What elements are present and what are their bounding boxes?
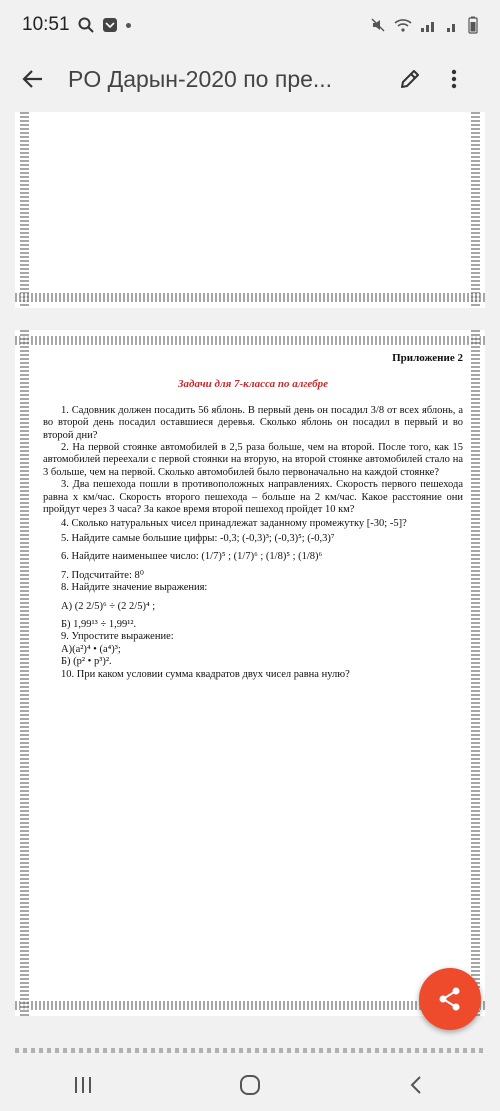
problem-8b: Б) 1,99¹³ ÷ 1,99¹². [61,618,137,630]
chevron-left-icon [406,1074,428,1096]
recent-apps-icon [72,1074,94,1096]
battery-icon [468,16,478,34]
back-button[interactable] [16,62,50,96]
problem-7: 7. Подсчитайте: 8⁰ [61,569,144,581]
recent-apps-button[interactable] [53,1065,113,1105]
search-icon [78,17,94,33]
page-border-bottom [15,293,485,302]
document-page [15,330,485,1016]
page-border-top [15,336,485,345]
signal-icon-2 [446,17,460,33]
problem-3: 3. Два пешехода пошли в противоположных направлениях. Скорость первого пешехода равна х км/час. Скорость второго пешехода – больше на 2 км/час. Какое расстояние они пройдут через 3 часа? За какое время второй пешеход пройдет 10 км? [43,479,463,516]
document-heading: Задачи для 7-класса по алгебре [177,378,329,391]
problem-8a: А) (2 2/5)⁶ ÷ (2 2/5)⁴ ; [61,600,156,612]
appendix-label: Приложение 2 [392,352,463,364]
more-vert-icon [442,67,466,91]
wifi-icon [394,17,412,33]
problem-8: 8. Найдите значение выражения: [61,582,208,594]
status-time: 10:51 [22,14,70,35]
back-nav-button[interactable] [387,1065,447,1105]
problem-1: 1. Садовник должен посадить 56 яблонь. В первый день он посадил 3/8 от всех яблонь, а во второй день посадил оставшиеся деревья. Сколько яблонь он посадил в первый и во второй дни? [43,404,463,441]
next-page-fragment [15,1048,485,1053]
document-title: PO Дарын-2020 по пре... [68,65,333,92]
signal-icon [420,17,438,33]
page-border-left [20,330,29,1016]
dot-icon [126,23,131,28]
problem-5: 5. Найдите самые большие цифры: -0,3; (-0,3)³; (-0,3)⁵; (-0,3)⁷ [61,532,335,544]
pencil-icon [398,67,422,91]
home-button[interactable] [220,1065,280,1105]
notification-icon [102,17,118,33]
previous-page-fragment [15,112,485,308]
app-bar [0,50,500,108]
arrow-left-icon [21,67,45,91]
problem-2: 2. На первой стоянке автомобилей в 2,5 раза больше, чем на второй. После того, как 15 автомобилей переехали с первой стоянки на вторую, на второй стоянке автомобилей стало на 3 больше, чем на первой. Сколько автомобилей было первоначально на каждой стоянке? [43,442,463,478]
page-border-left [20,112,29,308]
problem-9b: Б) (p² • p³)². [61,656,112,668]
home-icon [238,1073,262,1097]
document-text [43,352,463,681]
status-right [370,16,478,34]
page-border-right [471,330,480,1016]
problem-4: 4. Сколько натуральных чисел принадлежат заданному промежутку [-30; -5]? [61,518,407,530]
share-icon [437,986,463,1012]
problem-9a: А)(a²)⁴ • (a⁴)³; [61,643,121,655]
page-border-bottom [15,1001,485,1010]
page-border-right [471,112,480,308]
problem-9: 9. Упростите выражение: [61,631,174,643]
edit-button[interactable] [393,62,427,96]
more-options-button[interactable] [437,62,471,96]
share-button[interactable] [419,968,481,1030]
problem-10: 10. При каком условии сумма квадратов двух чисел равна нулю? [61,668,350,680]
problem-6: 6. Найдите наименьшее число: (1/7)⁵ ; (1/7)⁶ ; (1/8)⁵ ; (1/8)⁶ [61,551,323,563]
status-bar [0,0,500,50]
status-left [22,14,131,36]
navigation-bar [0,1058,500,1111]
mute-icon [370,17,386,33]
